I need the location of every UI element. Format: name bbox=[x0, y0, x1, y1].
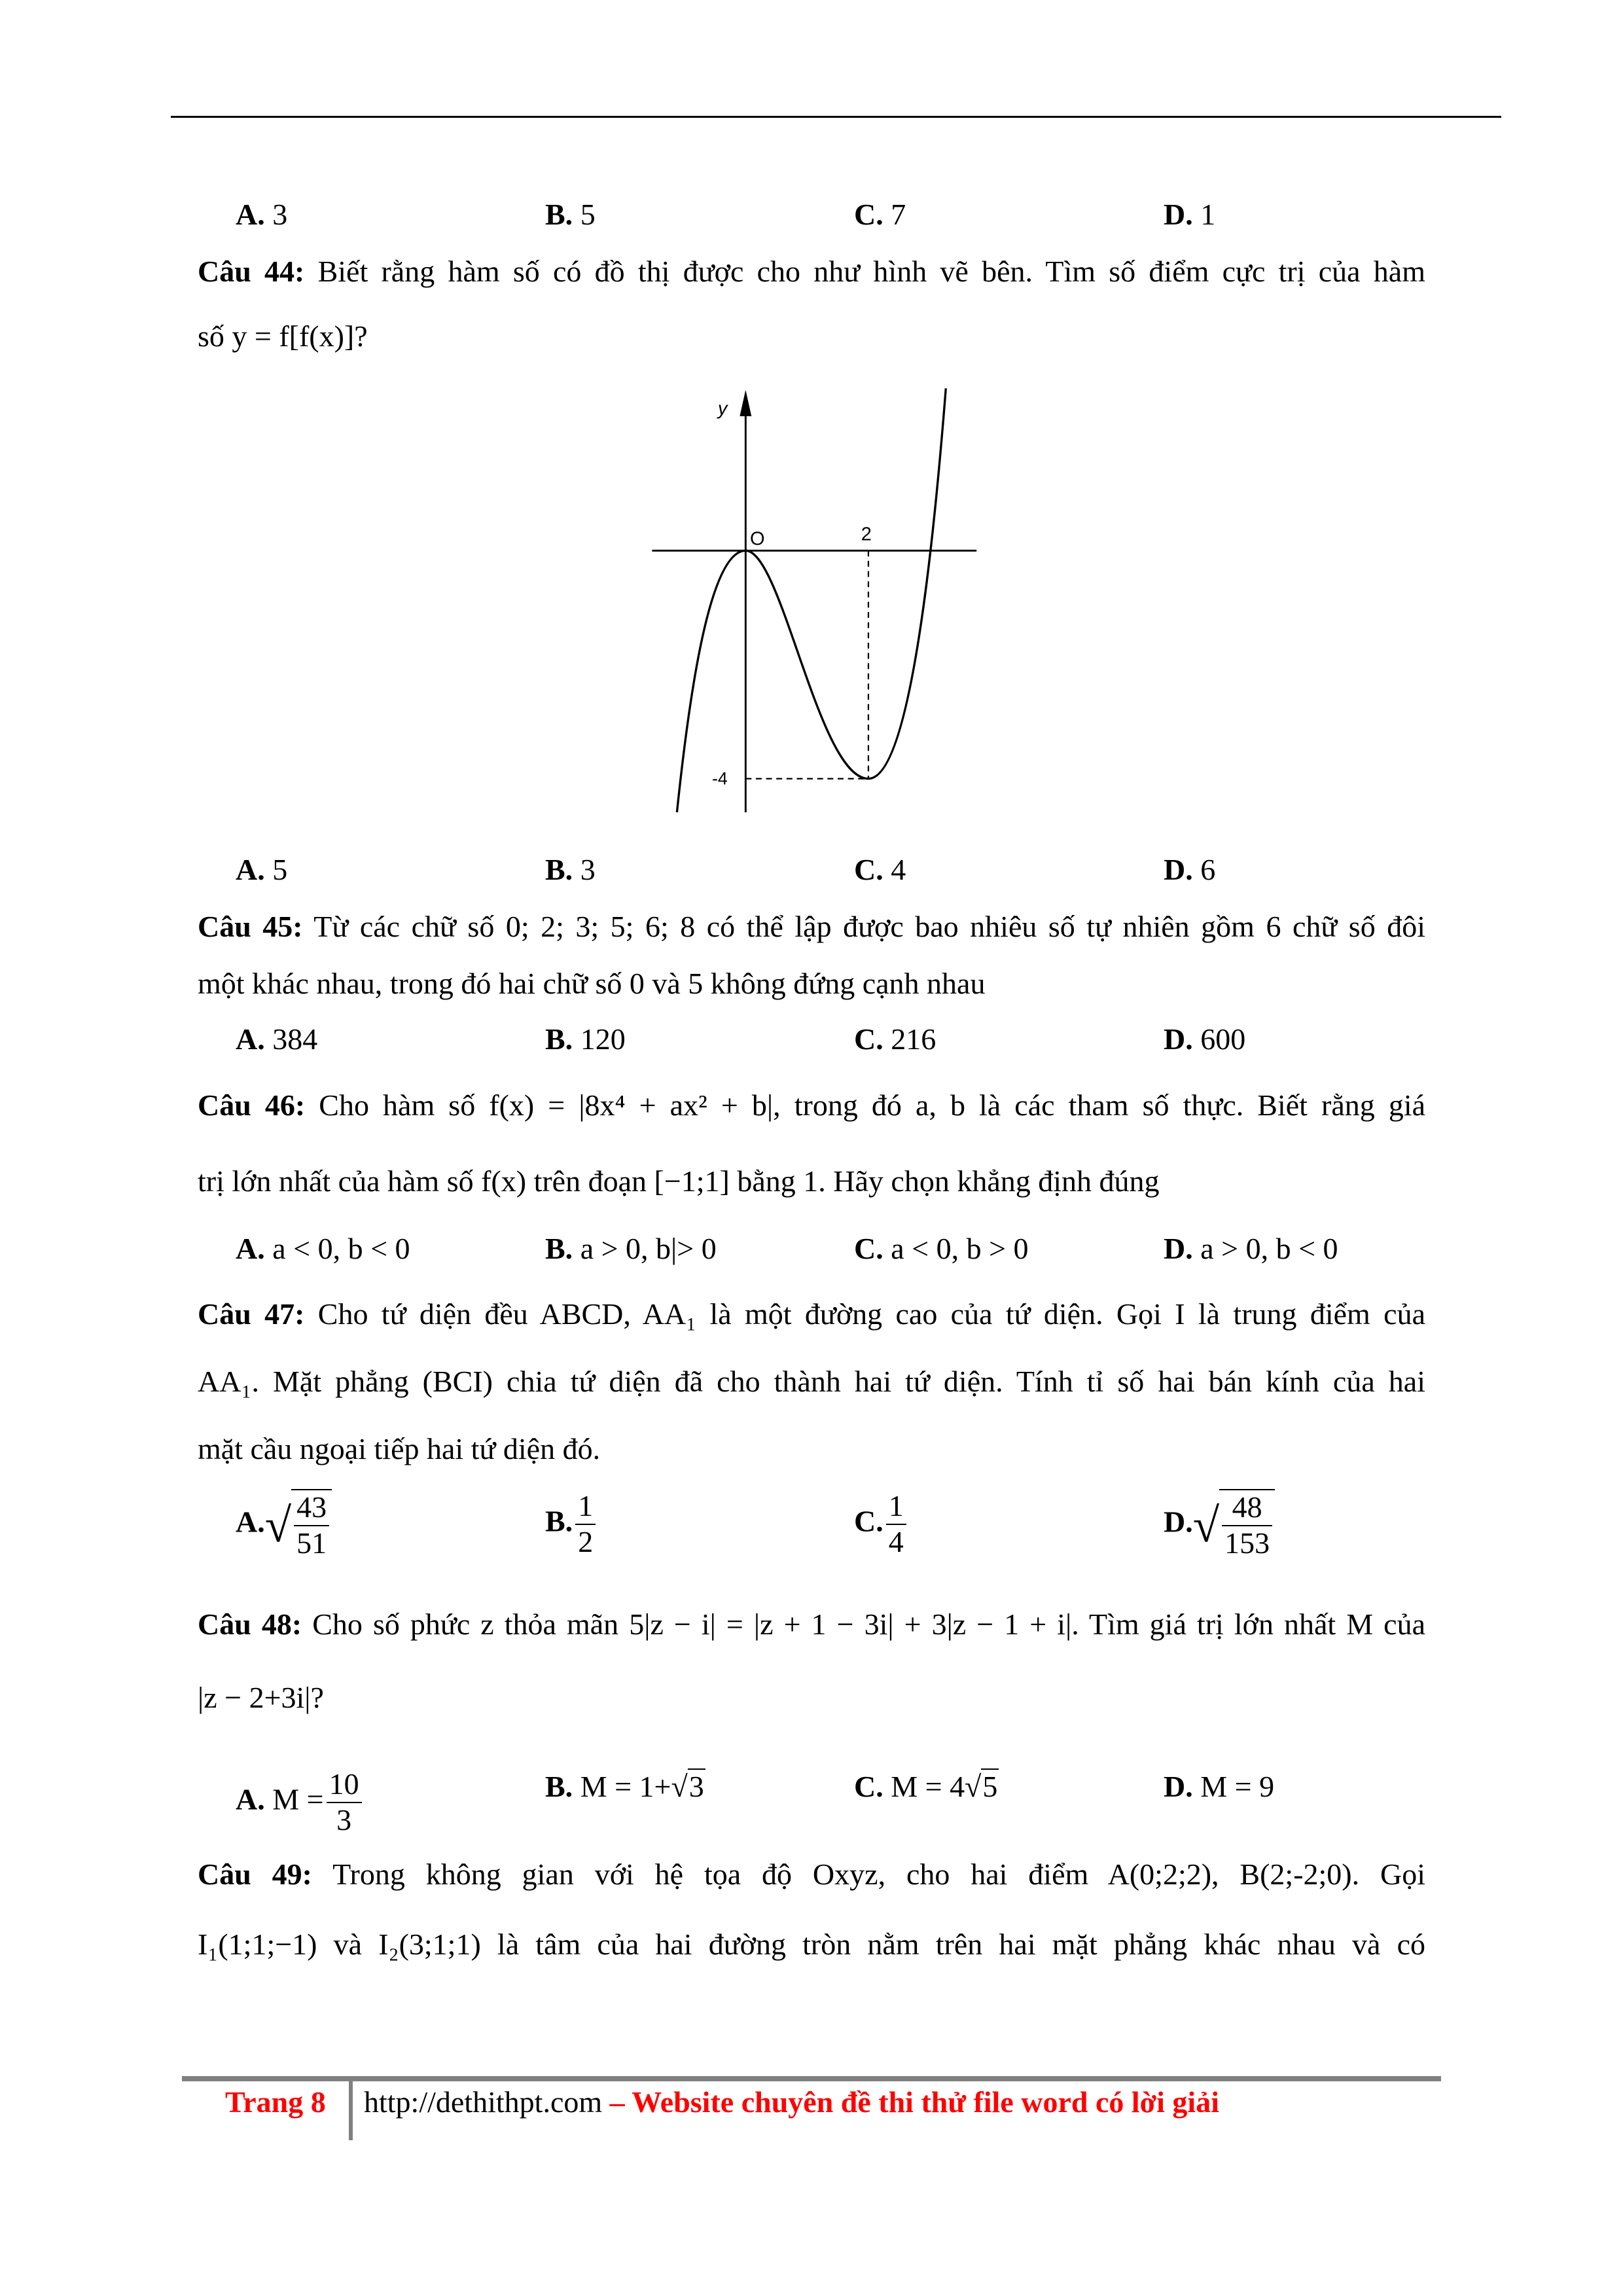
question-label: Câu 48: bbox=[198, 1607, 302, 1641]
option-label: A. bbox=[236, 853, 265, 886]
footer-link[interactable]: http://dethithpt.com bbox=[364, 2085, 603, 2119]
question-label: Câu 49: bbox=[198, 1857, 312, 1891]
option-label: D. bbox=[1164, 198, 1193, 231]
q48-option-c: C. M = 4√5 bbox=[854, 1770, 998, 1803]
question-label: Câu 45: bbox=[198, 910, 303, 943]
option-label: A. bbox=[236, 198, 265, 231]
question-text: trong đó a, b là các tham số thực. Biết rằng giá bbox=[794, 1088, 1426, 1122]
option-label: D. bbox=[1164, 1505, 1193, 1539]
page-number bbox=[225, 2083, 326, 2122]
q45-option-d bbox=[1164, 1020, 1245, 1059]
question-text: Cho hàm số bbox=[319, 1088, 476, 1122]
option-label: B. bbox=[545, 1770, 573, 1803]
denominator: 153 bbox=[1224, 1526, 1270, 1560]
option-label: D. bbox=[1164, 1022, 1193, 1056]
option-text: M = bbox=[272, 1782, 324, 1816]
q47-option-c bbox=[854, 1489, 909, 1560]
denominator: 3 bbox=[336, 1803, 352, 1837]
option-text: M = 9 bbox=[1200, 1770, 1275, 1803]
radicand: 3 bbox=[688, 1770, 704, 1803]
option-text: 1 bbox=[1200, 198, 1216, 231]
option-text: 6 bbox=[1200, 853, 1216, 886]
option-text: 120 bbox=[580, 1022, 626, 1056]
q47-option-b bbox=[545, 1489, 598, 1560]
sqrt bbox=[1193, 1489, 1275, 1561]
option-label: D. bbox=[1164, 1770, 1193, 1803]
q43-option-d bbox=[1164, 195, 1215, 234]
q46-line2: trị lớn nhất của hàm số f(x) trên đoạn [−1;1] bằng 1. Hãy chọn khẳng định đúng bbox=[198, 1164, 1160, 1198]
question-text: Tìm giá trị lớn nhất M của bbox=[1088, 1607, 1426, 1641]
q44-option-b bbox=[545, 850, 596, 889]
q43-option-a bbox=[236, 195, 287, 234]
q46-option-c bbox=[854, 1229, 1029, 1268]
q48-line2: |z − 2+3i|? bbox=[198, 1681, 324, 1714]
function-graph bbox=[643, 380, 994, 818]
option-label: A. bbox=[236, 1505, 265, 1539]
radicand: 5 bbox=[982, 1770, 998, 1803]
q47-option-d bbox=[1164, 1489, 1275, 1561]
option-label: C. bbox=[854, 853, 883, 886]
option-label: C. bbox=[854, 1232, 883, 1265]
question-label: Câu 47: bbox=[198, 1297, 305, 1331]
question-text: Biết rằng hàm số có đồ thị được cho như hình vẽ bên. Tìm số điểm cực trị của hàm bbox=[317, 255, 1425, 288]
option-text: 600 bbox=[1200, 1022, 1246, 1056]
denominator: 4 bbox=[888, 1524, 904, 1558]
option-text: 5 bbox=[580, 198, 596, 231]
numerator: 43 bbox=[294, 1490, 329, 1526]
option-text: 4 bbox=[891, 853, 906, 886]
footer-tagline: – Website chuyên đề thi thử file word có lời giải bbox=[609, 2085, 1219, 2119]
q45-line2: một khác nhau, trong đó hai chữ số 0 và 5 không đứng cạnh nhau bbox=[198, 967, 986, 1000]
question-label: Câu 44: bbox=[198, 255, 305, 288]
header-rule bbox=[171, 116, 1501, 118]
numerator: 1 bbox=[886, 1489, 906, 1525]
option-label: A. bbox=[236, 1022, 265, 1056]
curve bbox=[677, 388, 946, 812]
option-label: B. bbox=[545, 1504, 573, 1538]
q44-line2: số y = f[f(x)]? bbox=[198, 319, 368, 353]
formula: f(x) = |8x⁴ + ax² + b|, bbox=[489, 1088, 781, 1122]
question-text: Từ các chữ số 0; 2; 3; 5; 6; 8 có thể lập được bao nhiêu số tự nhiên gồm 6 chữ số đôi bbox=[313, 910, 1425, 943]
option-text: M = 4 bbox=[891, 1770, 965, 1803]
option-text: 3 bbox=[580, 853, 596, 886]
q44-option-c bbox=[854, 850, 906, 889]
q49-line1 bbox=[198, 1855, 1425, 1894]
option-label: C. bbox=[854, 1022, 883, 1056]
option-label: B. bbox=[545, 853, 573, 886]
option-text: M = 1+ bbox=[580, 1770, 671, 1803]
option-label: C. bbox=[854, 198, 883, 231]
y-label: y bbox=[717, 398, 728, 420]
radical-icon: √ bbox=[264, 1498, 292, 1552]
option-text: a < 0, b > 0 bbox=[891, 1232, 1029, 1265]
q48-option-a bbox=[236, 1767, 365, 1838]
option-text: 3 bbox=[272, 198, 288, 231]
q47-line1 bbox=[198, 1295, 1425, 1334]
q43-option-c bbox=[854, 195, 906, 234]
q46-option-a bbox=[236, 1229, 410, 1268]
numerator: 10 bbox=[327, 1767, 362, 1803]
page-label: Trang 8 bbox=[225, 2085, 326, 2119]
q47-option-a bbox=[236, 1489, 332, 1561]
q48-option-b: B. M = 1+√3 bbox=[545, 1770, 704, 1803]
option-label: B. bbox=[545, 198, 573, 231]
option-label: B. bbox=[545, 1232, 573, 1265]
option-label: D. bbox=[1164, 1232, 1193, 1265]
option-text: a < 0, b < 0 bbox=[272, 1232, 410, 1265]
question-text: Cho số phức z thỏa mãn bbox=[312, 1607, 619, 1641]
footer-rule bbox=[182, 2076, 1441, 2081]
q45-line1 bbox=[198, 907, 1425, 946]
question-text: Trong không gian với hệ tọa độ Oxyz, cho hai điểm A(0;2;2), B(2;-2;0). Gọi bbox=[332, 1857, 1425, 1891]
q49-line2: I₁(1;1;−1) và I₂(3;1;1) là tâm của hai đường tròn nằm trên hai mặt phẳng khác nhau và có bbox=[198, 1928, 1425, 1961]
option-text: 7 bbox=[891, 198, 906, 231]
option-label: C. bbox=[854, 1770, 883, 1803]
denominator: 51 bbox=[296, 1526, 327, 1560]
y-axis-arrow-icon bbox=[740, 390, 751, 416]
footer-separator bbox=[349, 2081, 353, 2140]
numerator: 1 bbox=[575, 1489, 596, 1525]
option-label: B. bbox=[545, 1022, 573, 1056]
sqrt bbox=[265, 1489, 332, 1561]
option-text: a > 0, b < 0 bbox=[1200, 1232, 1338, 1265]
q44-option-a bbox=[236, 850, 287, 889]
x-tick-label: 2 bbox=[861, 524, 872, 545]
q45-option-c bbox=[854, 1020, 936, 1059]
q47-line2: AA₁. Mặt phẳng (BCI) chia tứ diện đã cho thành hai tứ diện. Tính tỉ số hai bán kính của hai bbox=[198, 1365, 1425, 1398]
option-text: 216 bbox=[891, 1022, 936, 1056]
question-text: Cho tứ diện đều ABCD, AA₁ là một đường cao của tứ diện. Gọi I là trung điểm của bbox=[317, 1297, 1426, 1331]
y-tick-label: -4 bbox=[711, 768, 728, 789]
q44-option-d bbox=[1164, 850, 1215, 889]
option-text: a > 0, b|> 0 bbox=[580, 1232, 717, 1265]
q46-option-d bbox=[1164, 1229, 1338, 1268]
option-text: 5 bbox=[272, 853, 288, 886]
footer-text bbox=[364, 2083, 1219, 2122]
radical-icon: √ bbox=[1192, 1498, 1220, 1552]
q46-option-b bbox=[545, 1229, 717, 1268]
q48-line1 bbox=[198, 1605, 1425, 1644]
q48-option-d bbox=[1164, 1767, 1274, 1806]
numerator: 48 bbox=[1222, 1490, 1272, 1526]
denominator: 2 bbox=[578, 1524, 594, 1558]
q43-option-b bbox=[545, 195, 596, 234]
q45-option-a bbox=[236, 1020, 317, 1059]
q46-line1 bbox=[198, 1086, 1425, 1125]
origin-label: O bbox=[750, 528, 765, 550]
option-label: A. bbox=[236, 1232, 265, 1265]
option-text: 384 bbox=[272, 1022, 318, 1056]
question-label: Câu 46: bbox=[198, 1088, 306, 1122]
q45-option-b bbox=[545, 1020, 626, 1059]
q47-line3: mặt cầu ngoại tiếp hai tứ diện đó. bbox=[198, 1432, 601, 1465]
q44-line1 bbox=[198, 252, 1425, 291]
formula: 5|z − i| = |z + 1 − 3i| + 3|z − 1 + i|. bbox=[629, 1607, 1079, 1641]
option-label: D. bbox=[1164, 853, 1193, 886]
option-label: A. bbox=[236, 1782, 265, 1816]
option-label: C. bbox=[854, 1504, 883, 1538]
